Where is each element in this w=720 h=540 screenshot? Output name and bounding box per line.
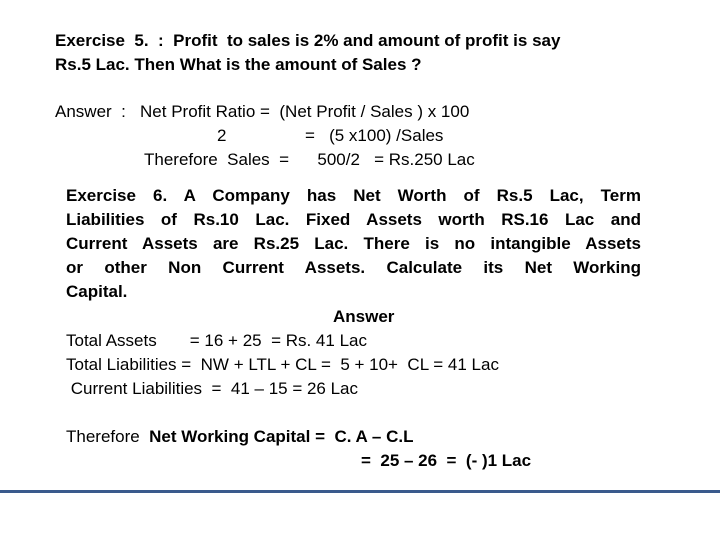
exercise6-conclusion-line1	[66, 426, 413, 448]
exercise6-question-line: Liabilities of Rs.10 Lac. Fixed Assets worth RS.16 Lac and	[66, 210, 641, 229]
exercise5-answer-line1: Answer : Net Profit Ratio = (Net Profit / Sales ) x 100	[55, 102, 470, 121]
exercise6-question-line: or other Non Current Assets. Calculate its Net Working	[66, 258, 641, 277]
exercise5-question-line1: Exercise 5. : Profit to sales is 2% and amount of profit is say	[55, 31, 561, 50]
exercise6-answer-heading: Answer	[333, 307, 395, 326]
bottom-divider	[0, 490, 720, 493]
exercise6-question-line: Current Assets are Rs.25 Lac. There is no intangible Assets	[66, 234, 641, 253]
exercise6-question-line: Capital.	[66, 282, 128, 301]
exercise5-answer-line2-left: 2	[217, 126, 227, 145]
exercise5-question-line2: Rs.5 Lac. Then What is the amount of Sales ?	[55, 55, 422, 74]
exercise6-total-assets: Total Assets = 16 + 25 = Rs. 41 Lac	[66, 331, 367, 350]
exercise6-question-line: Exercise 6. A Company has Net Worth of Rs.5 Lac, Term	[66, 186, 641, 205]
exercise6-current-liabilities: Current Liabilities = 41 – 15 = 26 Lac	[66, 379, 359, 398]
exercise5-answer-line2-right: = (5 x100) /Sales	[305, 126, 444, 145]
conclusion-prefix: Therefore	[66, 427, 150, 446]
exercise6-total-liabilities: Total Liabilities = NW + LTL + CL = 5 + 10+ CL = 41 Lac	[66, 355, 499, 374]
exercise5-answer-line3: Therefore Sales = 500/2 = Rs.250 Lac	[144, 150, 475, 169]
conclusion-formula: Net Working Capital = C. A – C.L	[149, 427, 414, 446]
exercise6-conclusion-line2: = 25 – 26 = (- )1 Lac	[361, 451, 532, 470]
